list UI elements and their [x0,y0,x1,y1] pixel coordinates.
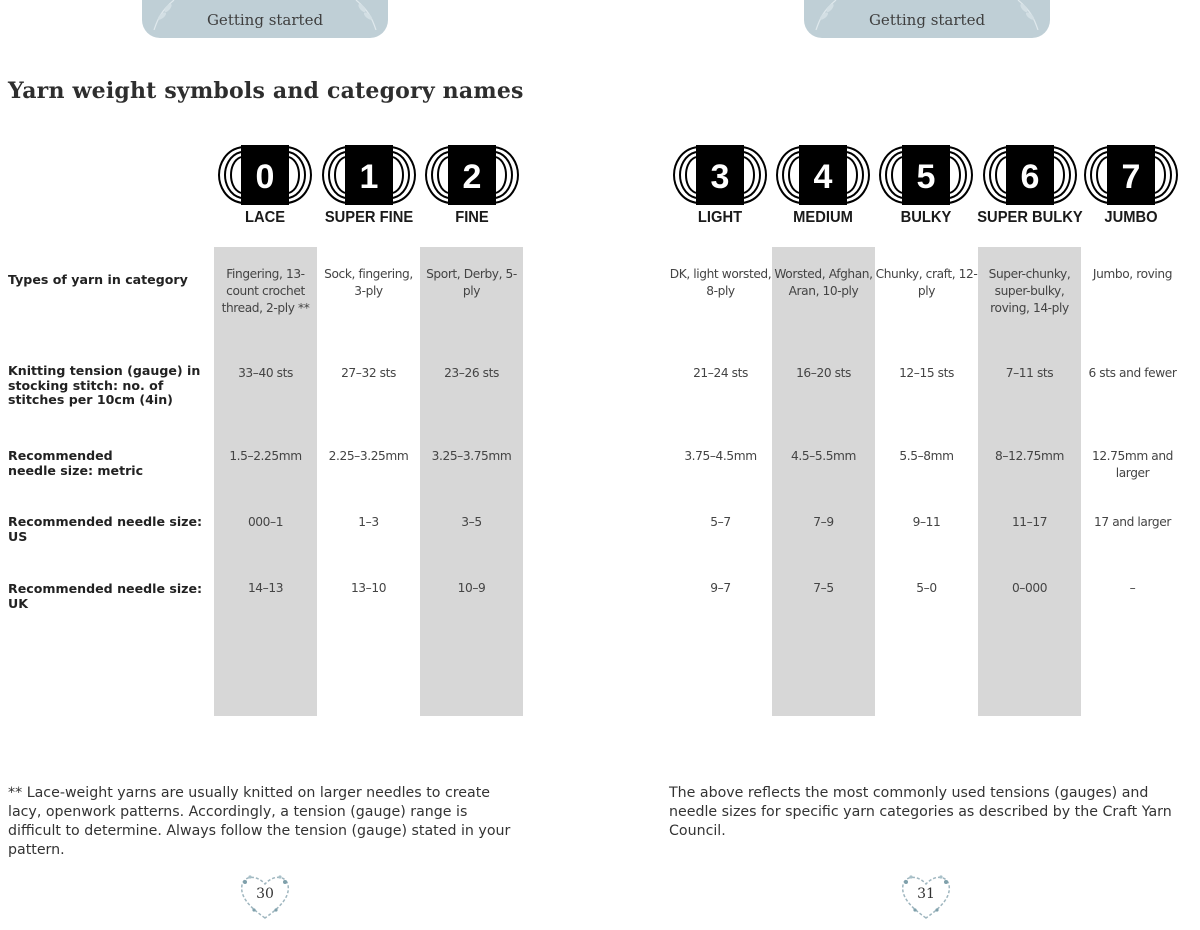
column-shading-medium [772,247,875,716]
cell-tension-fine: 23–26 sts [444,366,499,380]
symbol-number: 4 [813,158,833,196]
page-number: 30 [256,886,274,902]
yarn-skein-icon [878,139,974,211]
header-tab-right [804,0,1050,38]
cell-uk-super-fine: 13–10 [350,581,387,595]
row-label-tension: Knitting tension (gauge) in stocking stitch: no. of stitches per 10cm (4in) [8,363,201,407]
cell-tension-super-bulky: 7–11 sts [1005,366,1054,380]
cell-types-medium: Worsted, Afghan, Aran, 10-ply [774,267,873,298]
cell-tension-light: 21–24 sts [693,366,748,380]
cell-us-medium: 7–9 [813,515,834,529]
yarn-skein-icon [1083,139,1179,211]
cell-us-fine: 3–5 [461,515,482,529]
symbol-number: 7 [1121,158,1141,196]
page-number-left [236,868,294,924]
cell-metric-light: 3.75–4.5mm [684,449,757,463]
category-name-super-fine: SUPER FINE [324,209,414,226]
row-label-metric: Recommended needle size: metric [8,448,144,478]
symbol-number: 2 [462,158,482,196]
cell-metric-super-fine: 2.25–3.25mm [328,449,409,463]
cell-types-light: DK, light worsted, 8-ply [669,267,772,298]
header-tab-left [142,0,388,38]
cell-us-bulky: 9–11 [912,515,941,529]
cell-types-super-fine: Sock, fingering, 3-ply [324,267,413,298]
page-number-right [897,868,955,924]
symbol-number: 0 [255,158,275,196]
cell-types-fine: Sport, Derby, 5-ply [426,267,517,298]
cell-types-bulky: Chunky, craft, 12-ply [875,267,978,298]
category-name-medium: MEDIUM [793,209,853,226]
cell-tension-medium: 16–20 sts [796,366,851,380]
footnote-source: The above reflects the most commonly used tensions (gauges) and needle sizes for specific yarn categories as described by the Craft Yarn Council. [669,785,1172,839]
cell-types-lace: Fingering, 13-count crochet thread, 2-ply ** [221,267,310,315]
cell-metric-lace: 1.5–2.25mm [229,449,302,463]
yarn-skein-icon [424,139,520,211]
cell-us-super-fine: 1–3 [358,515,379,529]
cell-tension-jumbo: 6 sts and fewer [1088,366,1177,380]
cell-uk-bulky: 5–0 [916,581,937,595]
cell-metric-fine: 3.25–3.75mm [431,449,512,463]
column-shading-fine [420,247,523,716]
cell-uk-jumbo: – [1129,581,1136,595]
cell-uk-light: 9–7 [710,581,731,595]
cell-types-jumbo: Jumbo, roving [1092,267,1173,281]
running-head-left: Getting started [206,11,324,29]
row-label-uk: Recommended needle size: UK [8,581,203,611]
category-name-super-bulky: SUPER BULKY [977,209,1083,226]
cell-uk-super-bulky: 0–000 [1011,581,1048,595]
row-label-us: Recommended needle size: US [8,514,203,544]
column-shading-super-bulky [978,247,1081,716]
cell-us-jumbo: 17 and larger [1094,515,1171,529]
category-name-bulky: BULKY [900,209,952,226]
yarn-skein-icon [321,139,417,211]
cell-us-lace: 000–1 [247,515,284,529]
yarn-skein-icon [217,139,313,211]
cell-us-super-bulky: 11–17 [1011,515,1048,529]
cell-us-light: 5–7 [710,515,731,529]
cell-uk-fine: 10–9 [457,581,486,595]
footnote-lace: ** Lace-weight yarns are usually knitted on larger needles to create lacy, openwork patterns. Accordingly, a tension (gauge) range is difficult to determine. Always follow the tension (gauge) stated in your pattern. [8,785,511,858]
page-title: Yarn weight symbols and category names [8,78,524,104]
cell-metric-medium: 4.5–5.5mm [790,449,856,463]
category-name-fine: FINE [455,209,489,226]
cell-metric-super-bulky: 8–12.75mm [995,449,1064,463]
yarn-skein-icon [775,139,871,211]
page-number: 31 [917,886,935,902]
sprig-icon [350,0,380,30]
yarn-skein-icon [982,139,1078,211]
yarn-skein-icon [672,139,768,211]
symbol-number: 3 [710,158,730,196]
cell-tension-bulky: 12–15 sts [899,366,954,380]
cell-tension-super-fine: 27–32 sts [341,366,396,380]
column-shading-lace [214,247,317,716]
category-name-light: LIGHT [697,209,743,226]
running-head-right: Getting started [868,11,986,29]
category-name-jumbo: JUMBO [1104,209,1158,226]
cell-types-super-bulky: Super-chunky, super-bulky, roving, 14-ply [988,267,1071,315]
cell-metric-bulky: 5.5–8mm [899,449,954,463]
sprig-icon [1012,0,1042,30]
symbol-number: 5 [916,158,936,196]
row-label-types: Types of yarn in category [8,272,188,287]
cell-tension-lace: 33–40 sts [238,366,293,380]
category-name-lace: LACE [244,209,286,226]
cell-uk-lace: 14–13 [247,581,284,595]
symbol-number: 1 [359,158,379,196]
symbol-number: 6 [1020,158,1040,196]
cell-uk-medium: 7–5 [813,581,834,595]
cell-metric-jumbo: 12.75mm and larger [1091,449,1174,480]
